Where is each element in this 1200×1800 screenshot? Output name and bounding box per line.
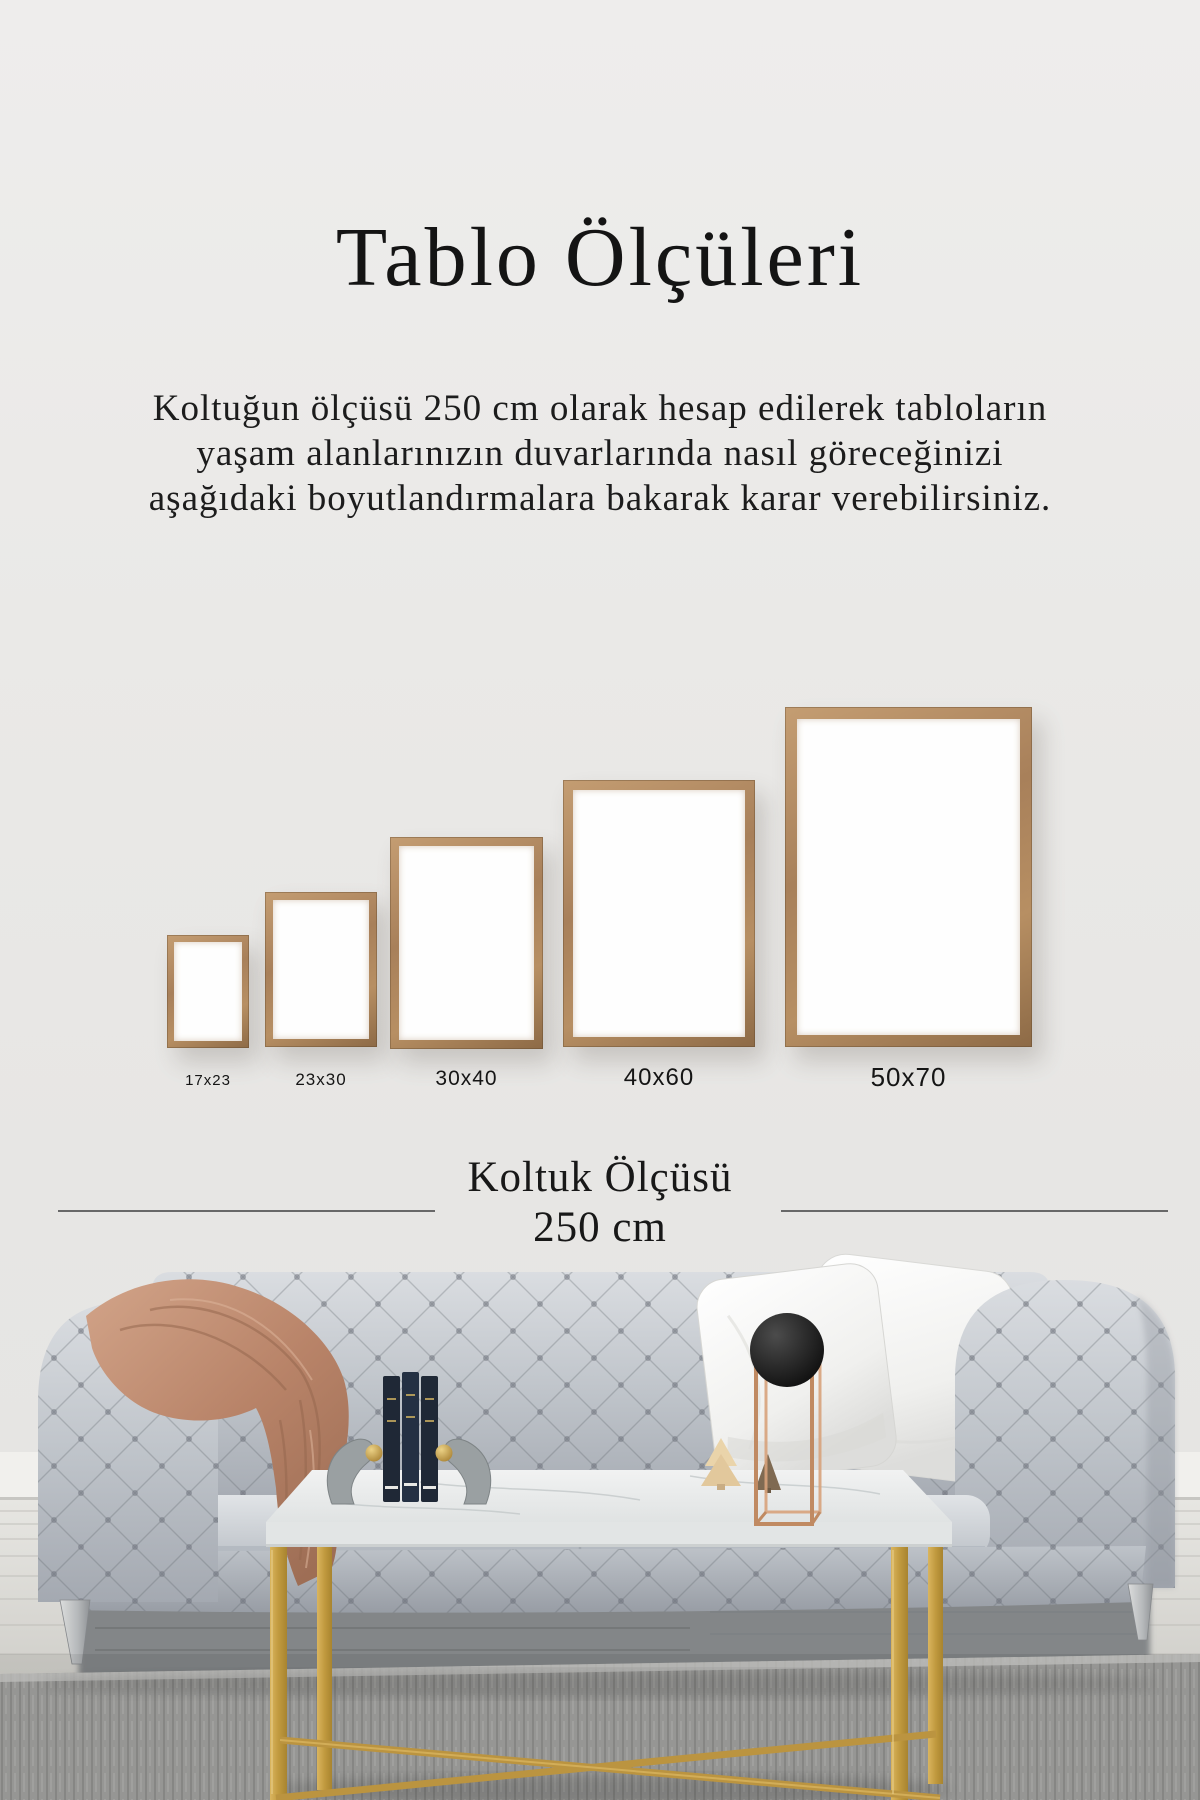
size-frame-50x70 [785,707,1032,1047]
books [383,1372,438,1502]
table-top [266,1470,952,1547]
sofa-size-title: Koltuk Ölçüsü [467,1154,733,1201]
sofa [38,1251,1175,1664]
frame-mat [174,942,242,1041]
size-frame-30x40 [390,837,543,1049]
frame-size-label-5: 50x70 [870,1062,947,1092]
size-frame-23x30 [265,892,377,1047]
gold-ball [366,1445,383,1462]
sofa-size-value: 250 cm [533,1204,667,1251]
frame-size-label-3: 30x40 [435,1067,498,1090]
sofa-photo [0,1250,1200,1800]
description-line-3: aşağıdaki boyutlandırmalara bakarak karar verebilirsiniz. [148,478,1052,519]
frame-size-label-2: 23x30 [295,1070,347,1089]
frame-mat [273,900,369,1039]
description-line-1: Koltuğun ölçüsü 250 cm olarak hesap edilerek tabloların [152,388,1048,429]
black-sphere [750,1313,824,1387]
gold-ball [436,1445,453,1462]
description [0,386,1200,521]
divider-right [781,1210,1168,1212]
sofa-base-tufting [62,1546,1146,1613]
frame-mat [797,719,1020,1035]
divider-left [58,1210,435,1212]
frame-size-label-4: 40x60 [623,1064,695,1091]
frame-mat [399,846,534,1040]
frame-size-label-1: 17x23 [185,1072,231,1089]
frame-mat [573,790,745,1037]
size-frame-40x60 [563,780,755,1047]
page-title: Tablo Ölçüleri [335,211,865,305]
size-frame-17x23 [167,935,249,1048]
description-line-2: yaşam alanlarınızın duvarlarında nasıl göreceğinizi [196,433,1004,474]
